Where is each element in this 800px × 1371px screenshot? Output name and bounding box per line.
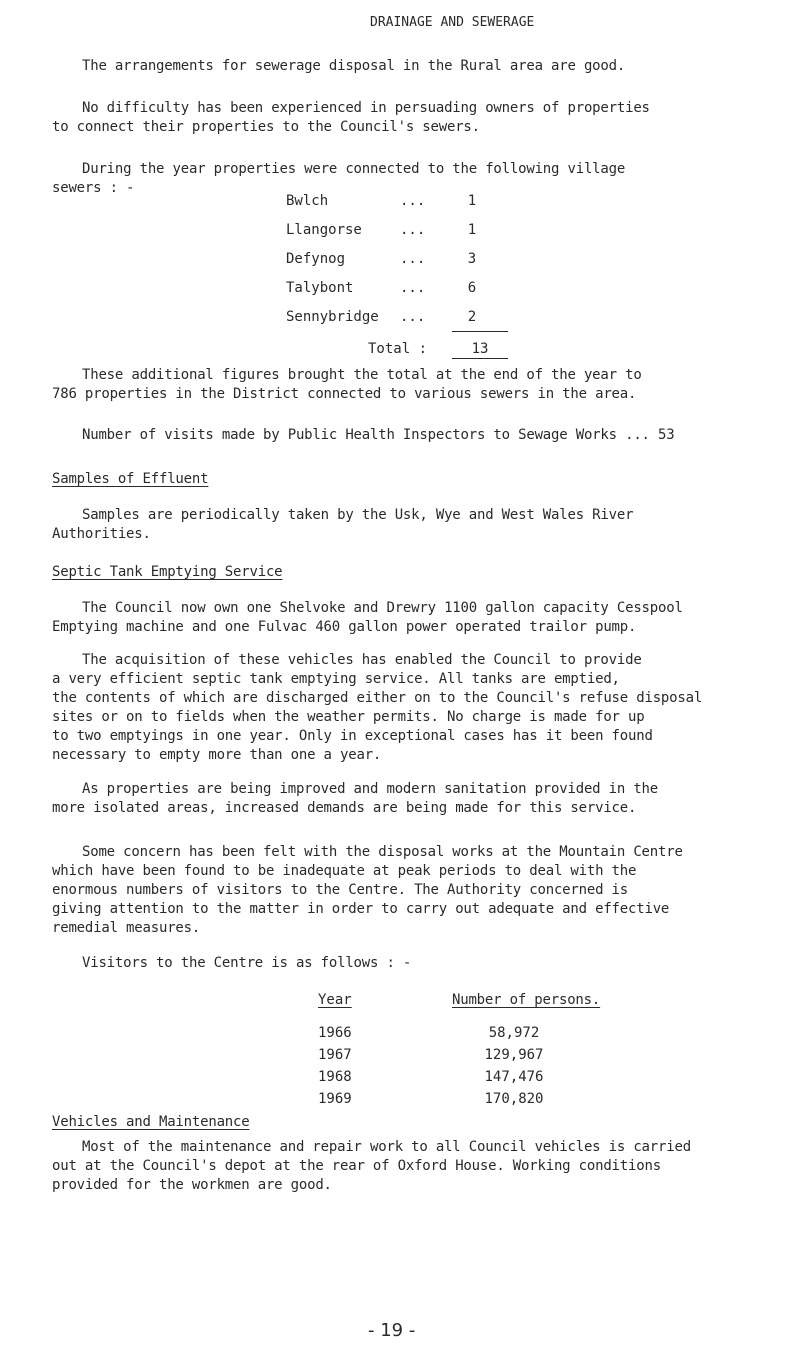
effluent-heading: Samples of Effluent <box>52 471 209 487</box>
village-count: 1 <box>467 222 477 238</box>
mountain-line-4: giving attention to the matter in order to carry out adequate and effective <box>52 901 670 917</box>
intro-paragraph-2-line-1: No difficulty has been experienced in persuading owners of properties <box>82 100 650 116</box>
septic-p2-line-6: necessary to empty more than one a year. <box>52 747 382 763</box>
septic-p1-line-1: The Council now own one Shelvoke and Drewry 1100 gallon capacity Cesspool <box>82 600 683 616</box>
year-cell: 1966 <box>318 1025 352 1041</box>
village-count: 6 <box>467 280 477 296</box>
col-header-persons: Number of persons. <box>452 992 601 1008</box>
mountain-line-1: Some concern has been felt with the disposal works at the Mountain Centre <box>82 844 683 860</box>
septic-p1-line-2: Emptying machine and one Fulvac 460 gallon power operated trailor pump. <box>52 619 637 635</box>
year-cell: 1969 <box>318 1091 352 1107</box>
vehicles-heading: Vehicles and Maintenance <box>52 1114 250 1130</box>
village-name: Sennybridge <box>286 309 379 325</box>
year-cell: 1967 <box>318 1047 352 1063</box>
total-label: Total : <box>368 341 428 357</box>
persons-cell: 58,972 <box>488 1025 540 1041</box>
total-rule-top <box>452 331 508 332</box>
septic-heading: Septic Tank Emptying Service <box>52 564 283 580</box>
effluent-line-1: Samples are periodically taken by the Usk, Wye and West Wales River <box>82 507 634 523</box>
septic-p3-line-1: As properties are being improved and modern sanitation provided in the <box>82 781 659 797</box>
total-rule-bottom <box>452 358 508 359</box>
visitors-intro: Visitors to the Centre is as follows : - <box>82 955 412 971</box>
vehicles-line-3: provided for the workmen are good. <box>52 1177 332 1193</box>
intro-paragraph-2-line-2: to connect their properties to the Council's sewers. <box>52 119 480 135</box>
leader-dots: ... <box>400 222 426 238</box>
leader-dots: ... <box>400 193 426 209</box>
page-title: DRAINAGE AND SEWERAGE <box>370 15 535 30</box>
vehicles-line-2: out at the Council's depot at the rear of Oxford House. Working conditions <box>52 1158 661 1174</box>
septic-p2-line-2: a very efficient septic tank emptying service. All tanks are emptied, <box>52 671 620 687</box>
village-name: Bwlch <box>286 193 329 209</box>
year-cell: 1968 <box>318 1069 352 1085</box>
village-name: Defynog <box>286 251 346 267</box>
additional-figures-line-2: 786 properties in the District connected to various sewers in the area. <box>52 386 637 402</box>
mountain-line-3: enormous numbers of visitors to the Centre. The Authority concerned is <box>52 882 629 898</box>
septic-p2-line-3: the contents of which are discharged either on to the Council's refuse disposal <box>52 690 703 706</box>
mountain-line-2: which have been found to be inadequate at peak periods to deal with the <box>52 863 637 879</box>
septic-p2-line-1: The acquisition of these vehicles has enabled the Council to provide <box>82 652 642 668</box>
vehicles-line-1: Most of the maintenance and repair work to all Council vehicles is carried <box>82 1139 691 1155</box>
leader-dots: ... <box>400 309 426 325</box>
effluent-line-2: Authorities. <box>52 526 151 542</box>
leader-dots: ... <box>400 251 426 267</box>
village-count: 1 <box>467 193 477 209</box>
intro-paragraph-3-line-2: sewers : - <box>52 180 135 196</box>
village-count: 3 <box>467 251 477 267</box>
village-name: Llangorse <box>286 222 362 238</box>
col-header-year: Year <box>318 992 352 1008</box>
village-count: 2 <box>467 309 477 325</box>
inspector-visits: Number of visits made by Public Health Inspectors to Sewage Works ... 53 <box>82 427 675 443</box>
intro-paragraph-1: The arrangements for sewerage disposal in the Rural area are good. <box>82 58 626 74</box>
persons-cell: 170,820 <box>484 1091 544 1107</box>
additional-figures-line-1: These additional figures brought the total at the end of the year to <box>82 367 642 383</box>
septic-p2-line-5: to two emptyings in one year. Only in exceptional cases has it been found <box>52 728 653 744</box>
persons-cell: 147,476 <box>484 1069 544 1085</box>
intro-paragraph-3-line-1: During the year properties were connected to the following village <box>82 161 626 177</box>
leader-dots: ... <box>400 280 426 296</box>
village-name: Talybont <box>286 280 354 296</box>
septic-p3-line-2: more isolated areas, increased demands are being made for this service. <box>52 800 637 816</box>
total-value: 13 <box>471 341 489 357</box>
persons-cell: 129,967 <box>484 1047 544 1063</box>
mountain-line-5: remedial measures. <box>52 920 201 936</box>
page-number: - 19 - <box>368 1320 416 1341</box>
septic-p2-line-4: sites or on to fields when the weather permits. No charge is made for up <box>52 709 645 725</box>
